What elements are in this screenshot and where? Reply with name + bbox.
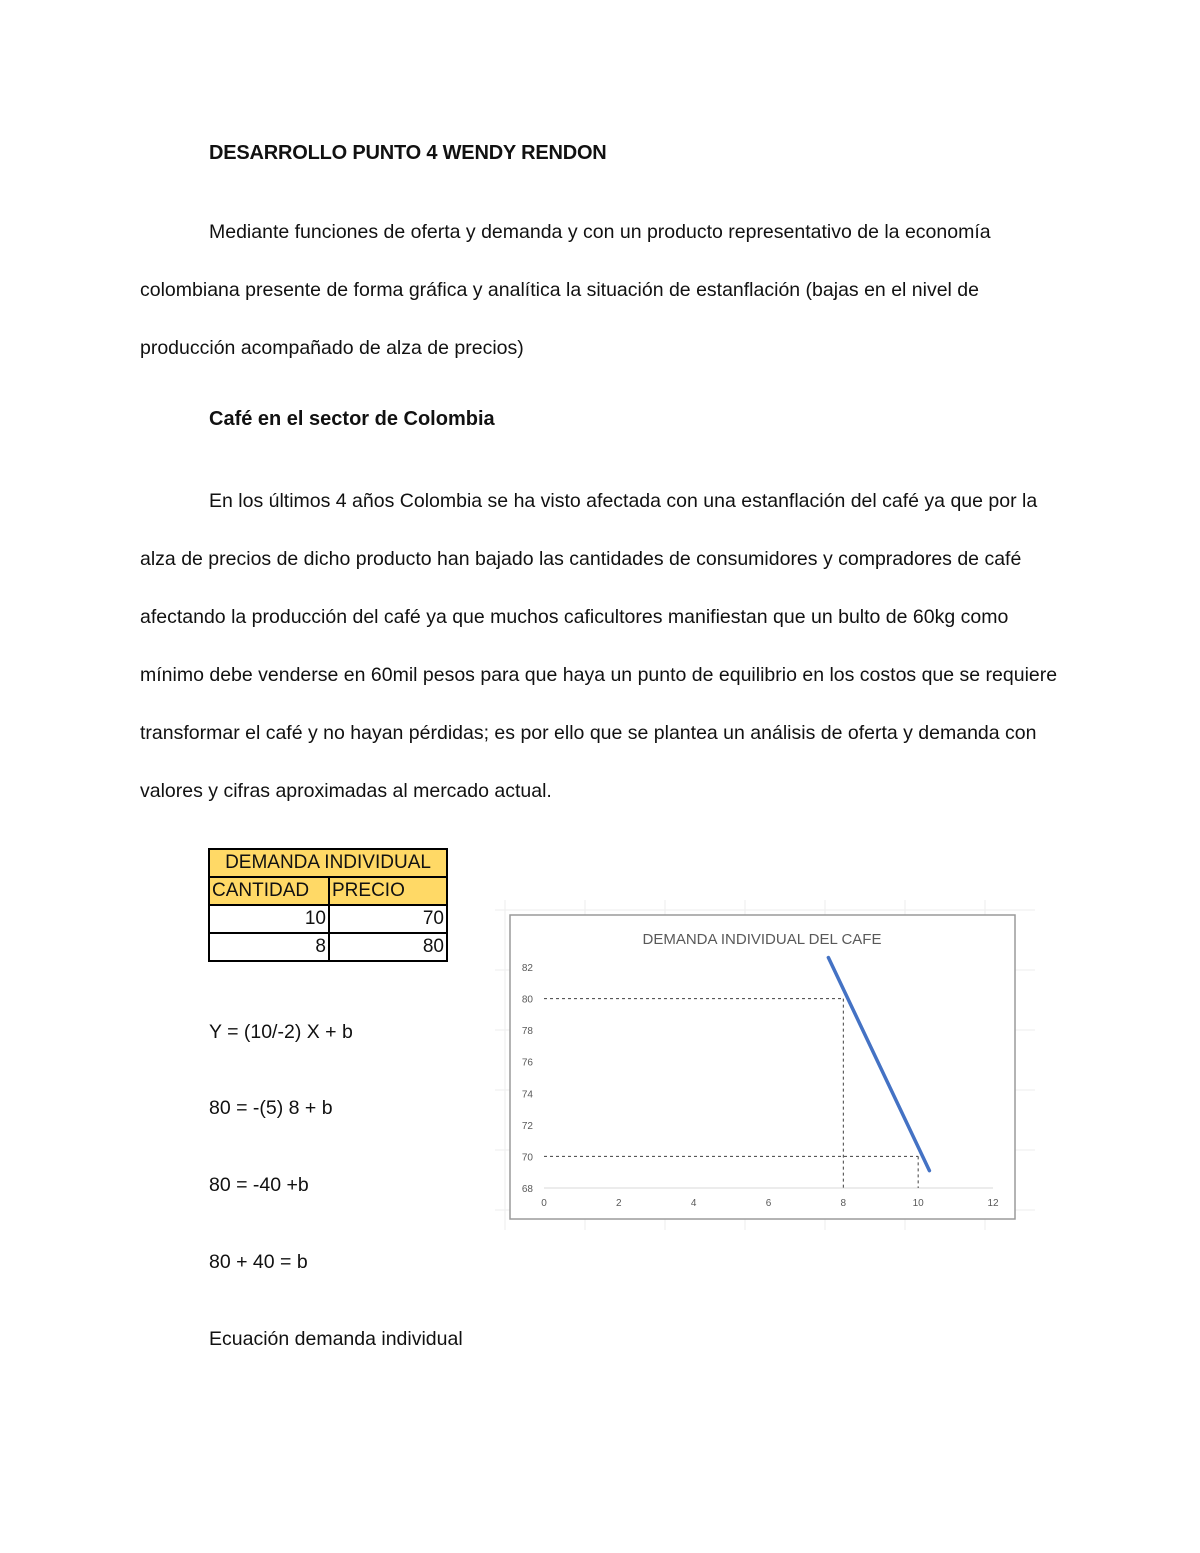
- y-tick-label: 68: [521, 1184, 533, 1195]
- x-tick-label: 4: [690, 1198, 697, 1209]
- table-row: [209, 905, 447, 933]
- y-tick-label: 76: [521, 1057, 533, 1069]
- x-tick-label: 12: [987, 1198, 999, 1209]
- x-tick-label: 10: [912, 1198, 924, 1209]
- y-tick-label: 72: [521, 1120, 533, 1132]
- section-subheading: Café en el sector de Colombia: [209, 408, 495, 430]
- table-cell: 70: [329, 905, 447, 933]
- intro-paragraph: Mediante funciones de oferta y demanda y con un producto representativo de la economía colombiana presente de forma gráfica y analítica la situación de estanflación (bajas en el nivel de producción acompañado de alza de precios): [140, 221, 991, 359]
- y-tick-label: 82: [521, 963, 533, 974]
- y-tick-label: 80: [521, 994, 533, 1006]
- equation-line: 80 = -40 +b: [209, 1174, 309, 1196]
- demand-chart: [495, 900, 1035, 1230]
- y-tick-label: 78: [521, 1026, 533, 1038]
- table-cell: 80: [329, 933, 447, 961]
- chart-frame: [510, 915, 1015, 1219]
- x-tick-label: 2: [616, 1198, 622, 1209]
- table-header-precio: PRECIO: [329, 877, 447, 905]
- table-title: DEMANDA INDIVIDUAL: [209, 849, 447, 877]
- chart-title: DEMANDA INDIVIDUAL DEL CAFE: [642, 931, 882, 948]
- y-tick-label: 70: [521, 1152, 533, 1164]
- body-paragraph: En los últimos 4 años Colombia se ha visto afectada con una estanflación del café ya que por la alza de precios de dicho producto han bajado las cantidades de consumidores y compradores de café afectando la producción del café ya que muchos caficultores manifiestan que un bulto de 60kg como mínimo debe venderse en 60mil pesos para que haya un punto de equilibrio en los costos que se requiere transformar el café y no hayan pérdidas; es por ello que se plantea un análisis de oferta y demanda con valores y cifras aproximadas al mercado actual.: [140, 490, 1058, 802]
- demand-table: [208, 848, 448, 962]
- equation-line: 80 + 40 = b: [209, 1251, 308, 1273]
- table-cell: 10: [209, 905, 329, 933]
- table-header-cantidad: CANTIDAD: [209, 877, 329, 905]
- x-tick-label: 6: [765, 1198, 772, 1209]
- x-tick-label: 8: [840, 1198, 847, 1209]
- equation-line: 80 = -(5) 8 + b: [209, 1097, 333, 1119]
- document-heading: DESARROLLO PUNTO 4 WENDY RENDON: [209, 142, 607, 164]
- equation-caption: Ecuación demanda individual: [209, 1328, 463, 1350]
- x-tick-label: 0: [541, 1198, 547, 1209]
- table-row: [209, 933, 447, 961]
- y-tick-label: 74: [521, 1089, 533, 1101]
- equation-line: Y = (10/-2) X + b: [209, 1021, 353, 1043]
- table-cell: 8: [209, 933, 329, 961]
- chart-svg: [495, 900, 1035, 1230]
